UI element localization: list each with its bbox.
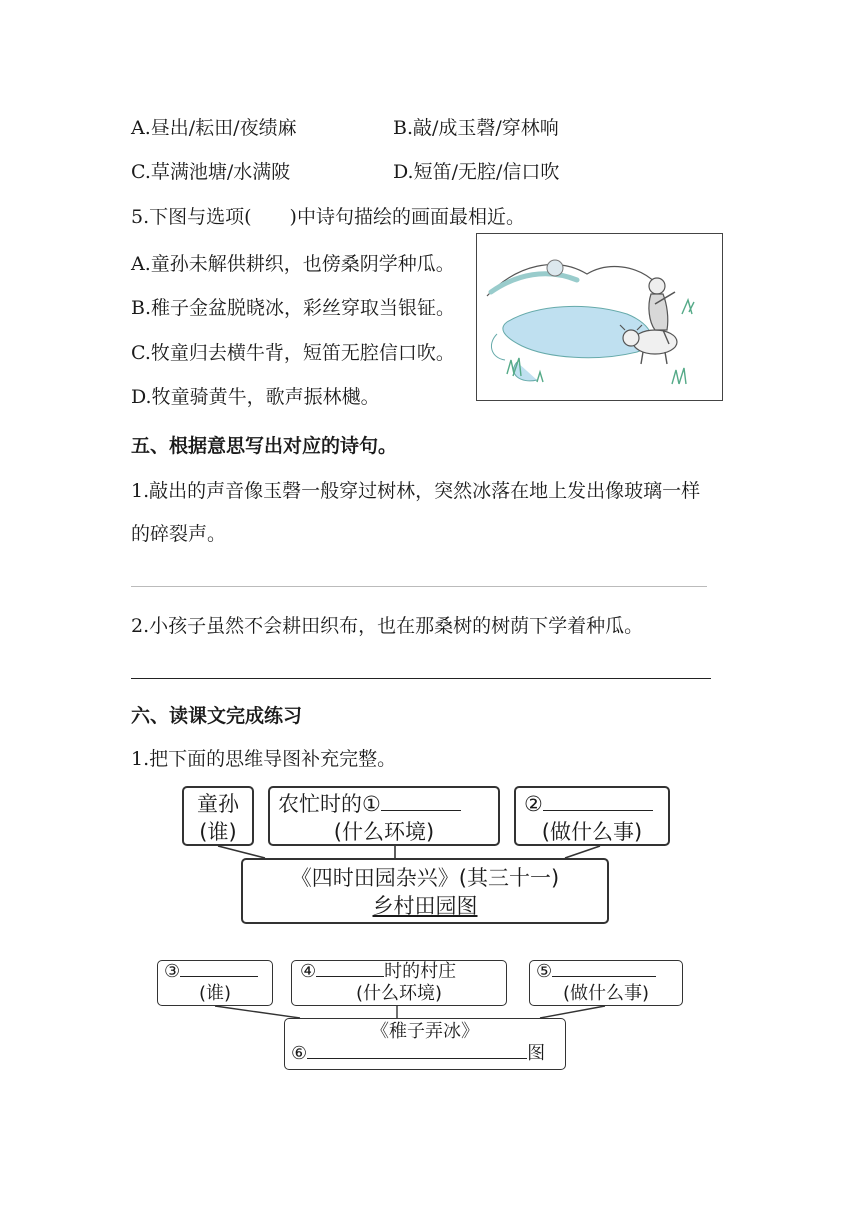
map2-env-hint: (什么环境)	[355, 983, 443, 1004]
map2-do-hint: (做什么事)	[562, 983, 650, 1004]
map1-env-label: 农忙时的①	[278, 792, 381, 816]
map2-do-box	[529, 960, 683, 1006]
map2-title: 《稚子弄冰》	[371, 1021, 479, 1042]
blank-6[interactable]	[307, 1058, 527, 1059]
map2-who-label: ③	[164, 961, 181, 982]
map1-who-hint: (谁)	[199, 820, 237, 844]
section5-q1-line2: 的碎裂声。	[131, 523, 227, 545]
map1-who-label: 童孙	[197, 792, 239, 816]
section6-q1: 1.把下面的思维导图补充完整。	[131, 748, 397, 770]
blank-3[interactable]	[180, 976, 258, 977]
section5-heading: 五、根据意思写出对应的诗句。	[131, 435, 398, 457]
section5-q1-line1: 1.敲出的声音像玉磬一般穿过树林，突然冰落在地上发出像玻璃一样	[131, 480, 701, 502]
q4-option-a: A.昼出/耘田/夜绩麻	[131, 117, 297, 139]
map2-who-hint: (谁)	[198, 983, 232, 1004]
map2-env-label-b: 时的村庄	[384, 961, 457, 982]
q5-option-a: A.童孙未解供耕织，也傍桑阴学种瓜。	[131, 253, 455, 275]
map1-do-box	[514, 786, 670, 846]
blank-4[interactable]	[316, 976, 384, 977]
map2-do-label: ⑤	[536, 961, 553, 982]
map2-sub-num: ⑥	[291, 1043, 308, 1064]
map2-sub-end: 图	[527, 1043, 546, 1064]
map1-do-label: ②	[524, 792, 543, 816]
map1-title-box	[241, 858, 609, 924]
blank-5[interactable]	[552, 976, 656, 977]
q4-option-c: C.草满池塘/水满陂	[131, 161, 291, 183]
section6-heading: 六、读课文完成练习	[131, 705, 303, 727]
map1-who-box	[182, 786, 254, 846]
section5-q2: 2.小孩子虽然不会耕田织布，也在那桑树的树荫下学着种瓜。	[131, 615, 644, 637]
map1-subtitle: 乡村田园图	[372, 894, 478, 918]
map1-title: 《四时田园杂兴》(其三十一)	[290, 866, 560, 890]
map2-env-box	[291, 960, 507, 1006]
blank-2[interactable]	[543, 810, 653, 811]
map2-title-box	[284, 1018, 566, 1070]
map2-who-box	[157, 960, 273, 1006]
q5-option-c: C.牧童归去横牛背，短笛无腔信口吹。	[131, 342, 455, 364]
map1-do-hint: (做什么事)	[541, 820, 643, 844]
q5-stem: 5.下图与选项( )中诗句描绘的画面最相近。	[131, 206, 525, 228]
q4-option-b: B.敲/成玉磬/穿林响	[393, 117, 559, 139]
map1-env-hint: (什么环境)	[333, 820, 435, 844]
q5-option-d: D.牧童骑黄牛，歌声振林樾。	[131, 386, 380, 408]
q4-option-d: D.短笛/无腔/信口吹	[393, 161, 560, 183]
blank-1[interactable]	[381, 810, 461, 811]
q5-option-b: B.稚子金盆脱晓冰，彩丝穿取当银钲。	[131, 297, 456, 319]
map1-env-box	[268, 786, 500, 846]
map2-env-label-a: ④	[300, 961, 317, 982]
